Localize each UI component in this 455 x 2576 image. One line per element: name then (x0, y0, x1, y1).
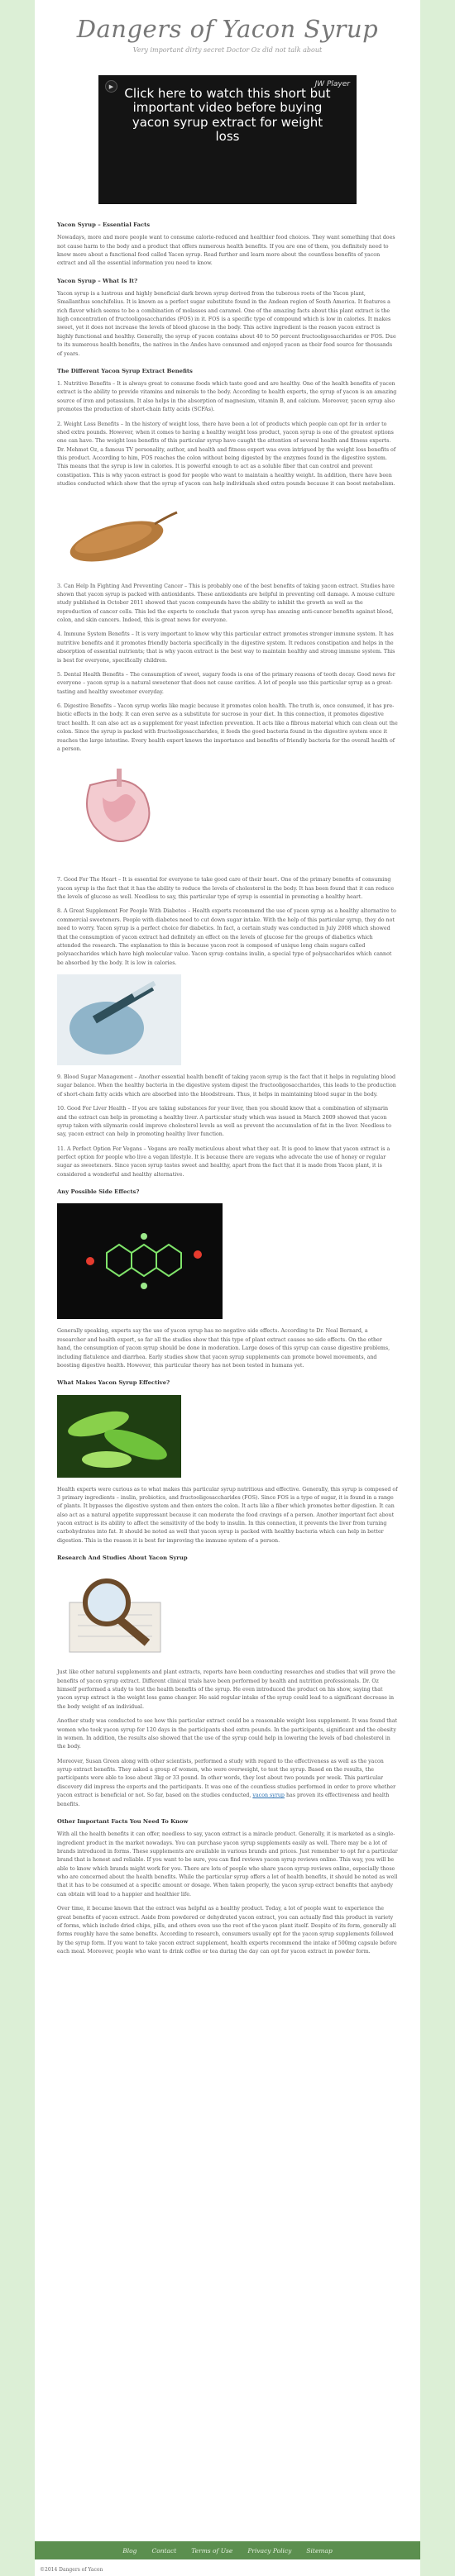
magnifying-glass-image (57, 1569, 181, 1660)
insulin-syringe-image (57, 974, 181, 1065)
figure-root (57, 496, 398, 574)
paragraph-what: Yacon syrup is a lustrous and highly beneficial dark brown syrup derived from the tuberous roots of the Yacon plant, Smallanthus sonchifolius. It is known as a perfect sugar substitute found in the Andean region of South America. It features a rich flavor which seems to be a combination of molasses and caramel. One of the amazing facts about this plant extract is the high concentration of fructooligosaccharides (FOS) in it. FOS is a specific type of compound which is low in calories. It makes sweet, yet it does not increase the levels of blood glucose in the body. This active ingredient is the reason yacon extract is highly functional and healthy. Generally, the syrup of yacon contains about 40 to 50 percent fructooligosaccharides or FOS. Due to its numerous health benefits, the natives in the Andes have consumed and enjoyed yacon as their food source for thousands of years. (57, 290, 396, 357)
footer-nav (35, 2541, 420, 2559)
molecule-structure-image (57, 1203, 223, 1319)
paragraph-research-3-end: has proven its effectiveness and health benefits. (57, 1793, 390, 1807)
section-heading-research: Research And Studies About Yacon Syrup (57, 1555, 188, 1562)
paragraph-intro: Nowadays, more and more people want to consume calorie-reduced and healthier food choices. They want something that does not cause harm to the body and a product that offers numerous health benefits. If you are one of them, you definitely need to know more about a functional food called Yacon syrup. Read further and learn more about the countless benefits of yacon extract and all the essential information you need to know. (57, 235, 395, 267)
benefit-7: 7. Good For The Heart – It is essential for everyone to take good care of their heart. One of the primary benefits of consuming yacon syrup is the fact that it has the ability to reduce the levels of cholesterol in the body. It has been found that it can reduce the levels of glucose as well. Needless to say, this particular type of syrup is essential in promoting a healthy heart. (57, 877, 395, 901)
figure-magnifier (57, 1569, 398, 1660)
footer-link-contact[interactable]: Contact (151, 2546, 177, 2555)
footer-link-privacy[interactable]: Privacy Policy (247, 2546, 292, 2555)
section-heading-side-effects: Any Possible Side Effects? (57, 1188, 140, 1196)
benefit-2: 2. Weight Loss Benefits – In the history of weight loss, there have been a lot of products which people can opt for in order to shed extra pounds. However, when it comes to having a healthy weight loss product, yacon syrup is one of the greatest options one can have. The weight loss benefits of this particular syrup have caught the attention of several health and fitness experts. Dr. Mehmet Oz, a famous TV personality, author, and health and fitness expert was even intrigued by the weight loss benefits of this product. According to him, FOS reaches the colon without being digested by the enzymes found in the digestive system. This means that the syrup is low in calories. It is powerful enough to act as a soluble fiber that can control and prevent constipation. This is why yacon extract is good for people who want to maintain a healthy weight. In addition, there have been studies conducted which show that the syrup of yacon can help individuals shed extra pounds because it can boost metabolism. (57, 421, 396, 488)
benefit-5: 5. Dental Health Benefits – The consumption of sweet, sugary foods is one of the primary reasons of tooth decay. Good news for everyone – yacon syrup is a natural sweetener that does not cause cavities. A lot of people use this particular syrup as a great-tasting and healthy sweetener everyday. (57, 671, 395, 695)
figure-bacteria (57, 1395, 398, 1478)
video-player[interactable] (98, 75, 357, 204)
paragraph-side-effects: Generally speaking, experts say the use of yacon syrup has no negative side effects. According to Dr. Neal Bernard, a researcher and health expert, so far all the studies show that this type of plant extract causes no side effects. On the other hand, the consumption of yacon syrup should be done in moderation. Large doses of this syrup can cause digestive problems, including flatulence and diarrhea. Early studies show that yacon syrup supplements can promote bowel movements, and boosting digestive health. However, this particular theory has not been tested in humans yet. (57, 1328, 390, 1369)
site-header (57, 0, 398, 62)
paragraph-research-2: Another study was conducted to see how this particular extract could be a reasonable weight loss supplement. It was found that women who took yacon syrup for 120 days in the participants shed extra pounds. In the participants, significant and the obesity in women. In addition, the results also showed that the use of the syrup could help in lowering the levels of bad cholesterol in the body. (57, 1718, 398, 1750)
figure-colon (57, 760, 398, 868)
benefit-11: 11. A Perfect Option For Vegans – Vegans are really meticulous about what they eat. It is good to know that yacon extract is a perfect option for people who live a vegan lifestyle. It is because there are vegans who advocate the use of honey or regular sugar as sweeteners. Since yacon syrup tastes sweet and healthy, apart from the fact that it is made from Yacon plant, it is considered a wonderful and healthy alternative. (57, 1145, 390, 1178)
section-heading-tips: Other Important Facts You Need To Know (57, 1817, 189, 1825)
benefit-9: 9. Blood Sugar Management – Another essential health benefit of taking yacon syrup is the fact that it helps in regulating blood sugar balance. When the healthy bacteria in the digestive system digest the fructooligosaccharides, this leads to the production of short-chain fatty acids which are absorbed into the bloodstream. Thus, it helps in maintaining blood sugar in the body. (57, 1074, 396, 1098)
figure-molecule (57, 1203, 398, 1319)
paragraph-research-3 (57, 1758, 398, 1809)
section-heading-effective: What Makes Yacon Syrup Effective? (57, 1379, 170, 1387)
probiotic-bacteria-image (57, 1395, 181, 1478)
paragraph-tips-1: With all the health benefits it can offer, needless to say, yacon extract is a miracle product. Generally, it is marketed as a single-ingredient product in the market nowadays. You can purchase yacon syrup supplements easily as well. There may be a lot of brands introduced in forms. These supplements are available in various brands and prices. Just remember to opt for a particular brand that is honest and reliable. If you want to be sure, you can find reviews yacon syrup reviews online. This way, you will be able to know which brands might work for you. There are lots of people who share yacon syrup reviews online, especially those who are concerned about the health benefits. While the particular syrup offers a lot of health benefits, it should be noted as well that it has to be consumed at a specific amount or dosage. When taken properly, the yacon syrup extract benefits that anybody can obtain will lead to a happier and healthier life. (57, 1831, 398, 1897)
benefit-10: 10. Good For Liver Health – If you are taking substances for your liver, then you should know that a combination of silymarin and the extract can help in promoting a healthy liver. A particular study which was issued in March 2009 showed that yacon syrup taken with silymarin could improve cholesterol levels as well as prevent the accumulation of fat in the liver. Needless to say, yacon extract can help in promoting healthy liver function. (57, 1106, 391, 1138)
section-heading-benefits: The Different Yacon Syrup Extract Benefits (57, 367, 193, 374)
benefit-1: 1. Nutritive Benefits – It is always great to consume foods which taste good and are healthy. One of the health benefits of yacon extract is the ability to provide vitamins and minerals to the body. According to health experts, the syrup of yacon is an amazing source of iron and potassium. It also helps in the absorption of magnesium, vitamin B, and calcium. Moreover, yacon syrup also promotes the production of short-chain fatty acids (SCFAs). (57, 381, 397, 413)
section-heading-what: Yacon Syrup – What Is It? (57, 277, 138, 284)
page (35, 0, 420, 2576)
video-brand: JW Player (314, 80, 350, 88)
article-body (57, 221, 398, 1956)
benefit-6: 6. Digestive Benefits – Yacon syrup works like magic because it promotes colon health. The truth is, once consumed, it has pre-biotic effects in the body. It can even serve as a substitute for sucrose in your diet. In this connection, it promotes digestive tract health. It can also act as a supplement for yeast infection prevention. It acts like a fibrous material which can clean out the colon. Since the syrup is packed with fructooligosaccharides, it feeds the good bacteria found in the digestive system once it reaches the large intestine. Every health expert knows the importance and benefits of friendly bacteria for the overall health of a person. (57, 703, 398, 752)
paragraph-research-3-text: Moreover, Susan Green along with other scientists, performed a study with regard to the effectiveness as well as the yacon syrup extract benefits. They asked a group of women, who were overweight, to test the syrup. Based on the results, the participants were able to lose about 3kg or 33 pound. In other words, they lost about two pounds per week. This particular discovery did impress the experts and the participants. It was one of the countless studies performed in order to prove whether yacon extract is beneficial or not. So far, based on the studies conducted, (57, 1758, 396, 1799)
site-tagline: Very important dirty secret Doctor Oz did not talk about (132, 46, 323, 54)
digestive-system-diagram (57, 760, 181, 868)
paragraph-research-1: Just like other natural supplements and plant extracts, reports have been conducting researches and studies that will prove the benefits of yacon syrup extract. Different clinical trials have been performed by health and nutrition professionals. Dr. Oz himself performed a study to test the health benefits of the syrup. He even introduced the product on his show, saying that yacon syrup extract is the weight loss game changer. He said regular intake of the syrup could lead to a significant decrease in the body weight of an individual. (57, 1669, 395, 1710)
yacon-root-image (57, 496, 181, 574)
footer-link-sitemap[interactable]: Sitemap (306, 2546, 333, 2555)
benefit-3: 3. Can Help In Fighting And Preventing Cancer – This is probably one of the best benefits of taking yacon extract. Studies have shown that yacon syrup is packed with antioxidants. These antioxidants are helpful in preventing cell damage. A mouse culture study published in October 2011 showed that yacon compounds have the ability to inhibit the growth as well as the reproduction of cancer cells. This led the experts to conclude that yacon syrup has amazing anti-cancer benefits against blood, colon, and skin cancers. Indeed, this is great news for everyone. (57, 583, 395, 624)
copyright: ©2014 Dangers of Yacon (40, 2567, 103, 2573)
paragraph-effective: Health experts were curious as to what makes this particular syrup nutritious and effective. Generally, this syrup is composed of 3 primary ingredients – inulin, probiotics, and fructooligosaccharides (FOS). Since FOS is a type of sugar, it is found in a range of plants. It bypasses the digestive system and then enters the colon. It acts like a fiber which promotes better digestion. It can also act as a natural appetite suppressant because it can moderate the food cravings of a person. Another important fact about yacon extract is its ability to affect the sensitivity of the body to insulin. In this connection, it prevents the liver from turning carbohydrates into fat. It should be noted as well that yacon syrup is packed with healthy bacteria which can help in better digestion. This is the reason it is best for improving the immune system of a person. (57, 1486, 398, 1544)
site-title[interactable]: Dangers of Yacon Syrup (76, 15, 379, 43)
paragraph-tips-2: Over time, it became known that the extract was helpful as a healthy product. Today, a lot of people want to experience the great benefits of yacon extract. Aside from powdered or dehydrated yacon extract, you can actually find this product in variety of forms, which include dried chips, pills, and others even use the root of the yacon plant itself. Despite of its form, generally all forms roughly have the same benefits. According to research, consumers usually opt for the yacon syrup supplements followed by the syrup form. If you want to take yacon extract supplement, health experts recommend the intake of 500mg capsule before each meal. Moreover, people who want to drink coffee or tea during the day can opt for yacon extract in powder form. (57, 1906, 397, 1955)
benefit-8: 8. A Great Supplement For People With Diabetes – Health experts recommend the use of yacon syrup as a healthy alternative to commercial sweeteners. People with diabetes need to cut down sugar intake. With the help of this particular syrup, they do not need to worry. Yacon syrup is a perfect choice for diabetics. In fact, a certain study was conducted in July 2008 which showed that the consumption of yacon extract had definitely an effect on the levels of glucose for the groups of diabetics which attended the research. The explanation to this is because yacon root is composed of unique long chain sugars called polysaccharides which have high molecular value. Yacon syrup contains inulin, a special type of polysaccharides which cannot be absorbed by the body. It is low in calories. (57, 908, 396, 966)
footer-link-terms[interactable]: Terms of Use (191, 2546, 233, 2555)
play-icon[interactable]: ▶ (105, 80, 117, 93)
video-title[interactable]: Click here to watch this short but important video before buying yacon syrup extract for weight loss (124, 86, 331, 144)
benefit-4: 4. Immune System Benefits – It is very important to know why this particular extract promotes stronger immune system. It has nutritive benefits and it promotes friendly bacteria specifically in the digestive system. It reduces constipation and helps in the absorption of essential nutrients; that is why yacon extract is the best way to maintain healthy and strong immune system. This is best for everyone, specifically children. (57, 631, 395, 664)
footer-link-blog[interactable]: Blog (122, 2546, 137, 2555)
section-heading-facts: Yacon Syrup – Essential Facts (57, 221, 151, 228)
yacon-syrup-link[interactable]: yacon syrup (252, 1793, 285, 1799)
figure-syringe (57, 974, 398, 1065)
